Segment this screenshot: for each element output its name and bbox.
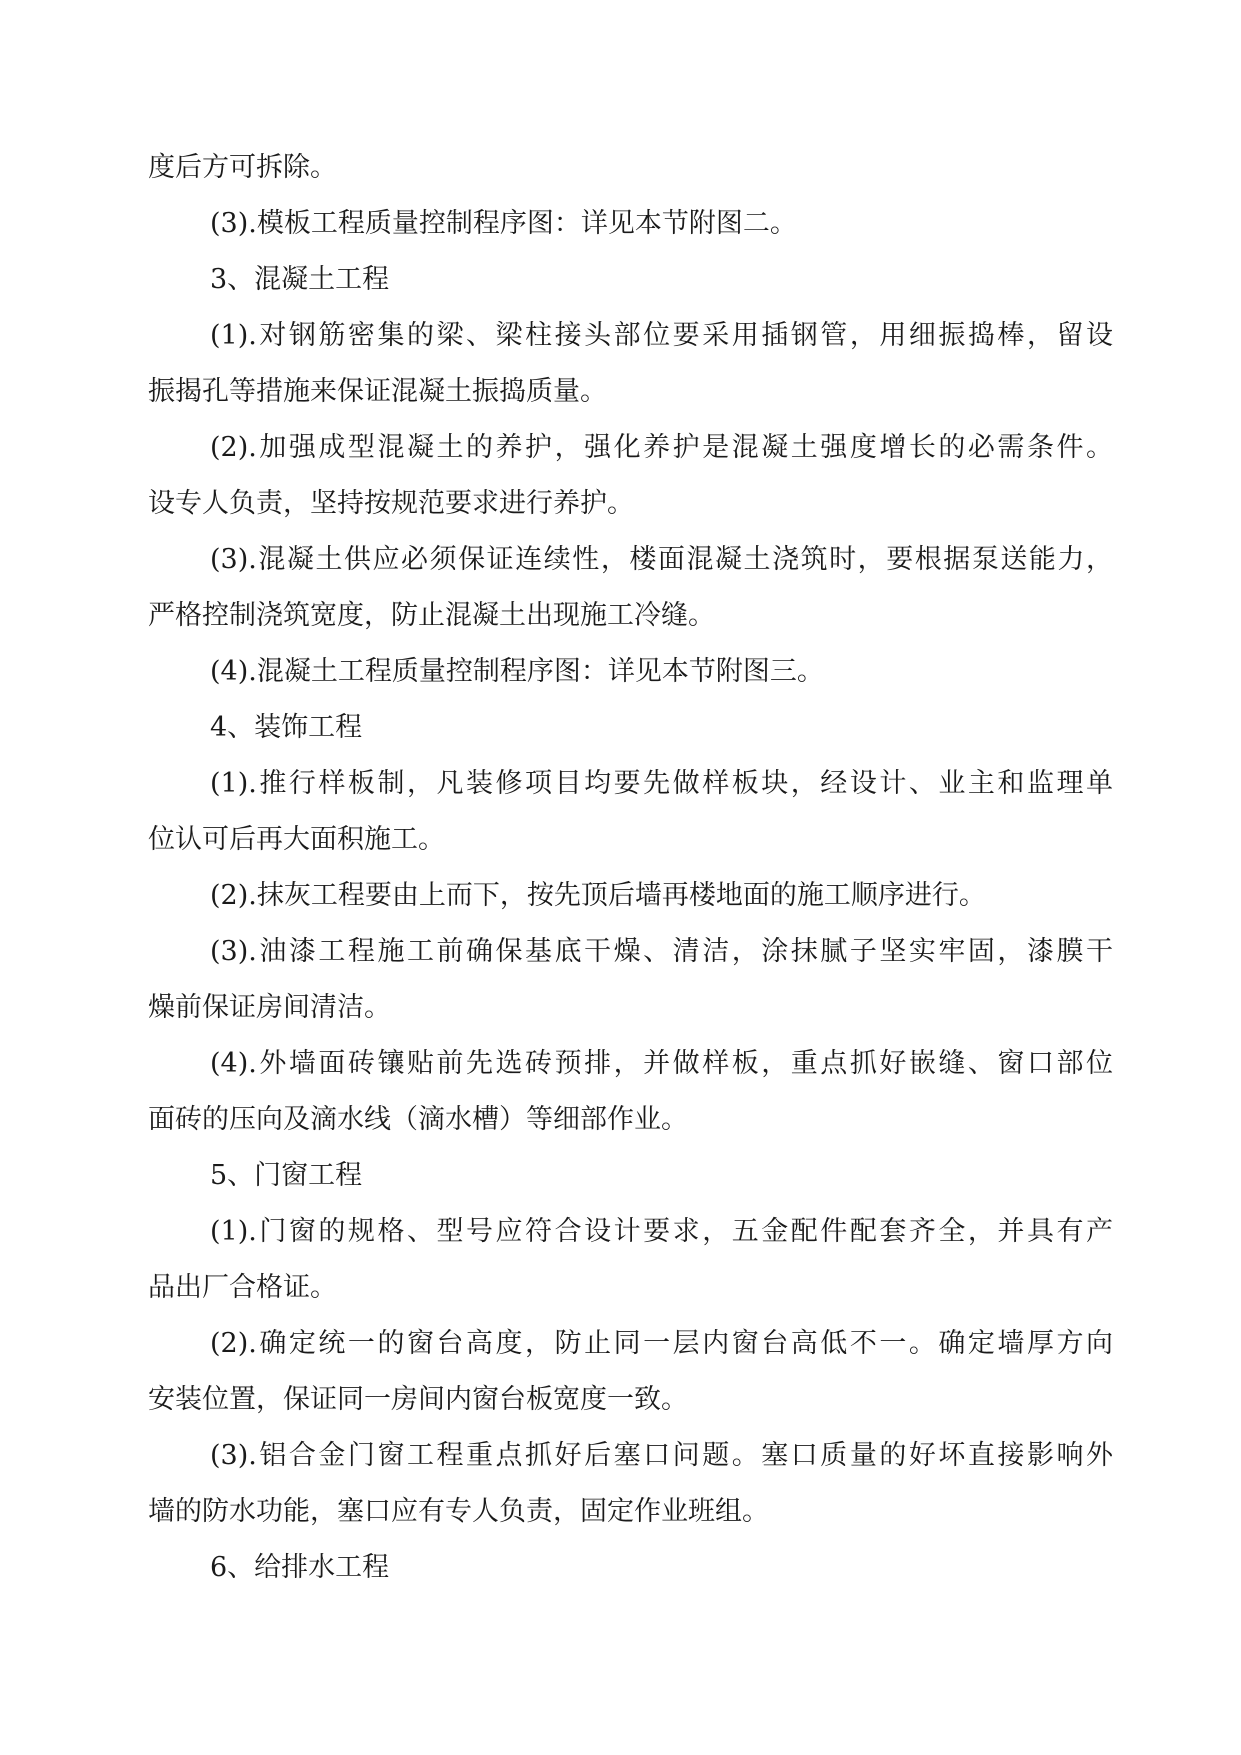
text-line: 位认可后再大面积施工。 <box>148 824 445 855</box>
text-line: (2).抹灰工程要由上而下，按先顶后墙再楼地面的施工顺序进行。 <box>210 880 986 911</box>
text-line: (1).对钢筋密集的梁、梁柱接头部位要采用插钢管，用细振捣棒，留设 <box>210 320 1113 351</box>
text-line: (3).铝合金门窗工程重点抓好后塞口问题。塞口质量的好坏直接影响外 <box>210 1440 1113 1471</box>
text-line: (1).推行样板制，凡装修项目均要先做样板块，经设计、业主和监理单 <box>210 768 1113 799</box>
text-line: 燥前保证房间清洁。 <box>148 992 391 1023</box>
text-line: (3).混凝土供应必须保证连续性，楼面混凝土浇筑时，要根据泵送能力， <box>210 544 1113 575</box>
text-line: (4).混凝土工程质量控制程序图：详见本节附图三。 <box>210 656 824 687</box>
text-line: 设专人负责，坚持按规范要求进行养护。 <box>148 488 634 519</box>
text-line: (1).门窗的规格、型号应符合设计要求，五金配件配套齐全，并具有产 <box>210 1216 1113 1247</box>
text-line: (3).油漆工程施工前确保基底干燥、清洁，涂抹腻子坚实牢固，漆膜干 <box>210 936 1113 967</box>
text-line: (3).模板工程质量控制程序图：详见本节附图二。 <box>210 208 797 239</box>
text-line: (2).加强成型混凝土的养护，强化养护是混凝土强度增长的必需条件。 <box>210 432 1113 463</box>
section-heading: 4、装饰工程 <box>210 712 363 743</box>
text-line: 品出厂合格证。 <box>148 1272 337 1303</box>
section-heading: 5、门窗工程 <box>210 1160 363 1191</box>
section-heading: 3、混凝土工程 <box>210 264 390 295</box>
text-line: 振揭孔等措施来保证混凝土振捣质量。 <box>148 376 607 407</box>
text-line: (2).确定统一的窗台高度，防止同一层内窗台高低不一。确定墙厚方向 <box>210 1328 1113 1359</box>
text-line: (4).外墙面砖镶贴前先选砖预排，并做样板，重点抓好嵌缝、窗口部位 <box>210 1048 1113 1079</box>
section-heading: 6、给排水工程 <box>210 1552 390 1583</box>
text-line: 严格控制浇筑宽度，防止混凝土出现施工冷缝。 <box>148 600 715 631</box>
text-line: 安装位置，保证同一房间内窗台板宽度一致。 <box>148 1384 688 1415</box>
text-line: 墙的防水功能，塞口应有专人负责，固定作业班组。 <box>148 1496 769 1527</box>
text-line: 面砖的压向及滴水线（滴水槽）等细部作业。 <box>148 1104 688 1135</box>
document-body <box>148 140 1113 1596</box>
text-line: 度后方可拆除。 <box>148 152 337 183</box>
